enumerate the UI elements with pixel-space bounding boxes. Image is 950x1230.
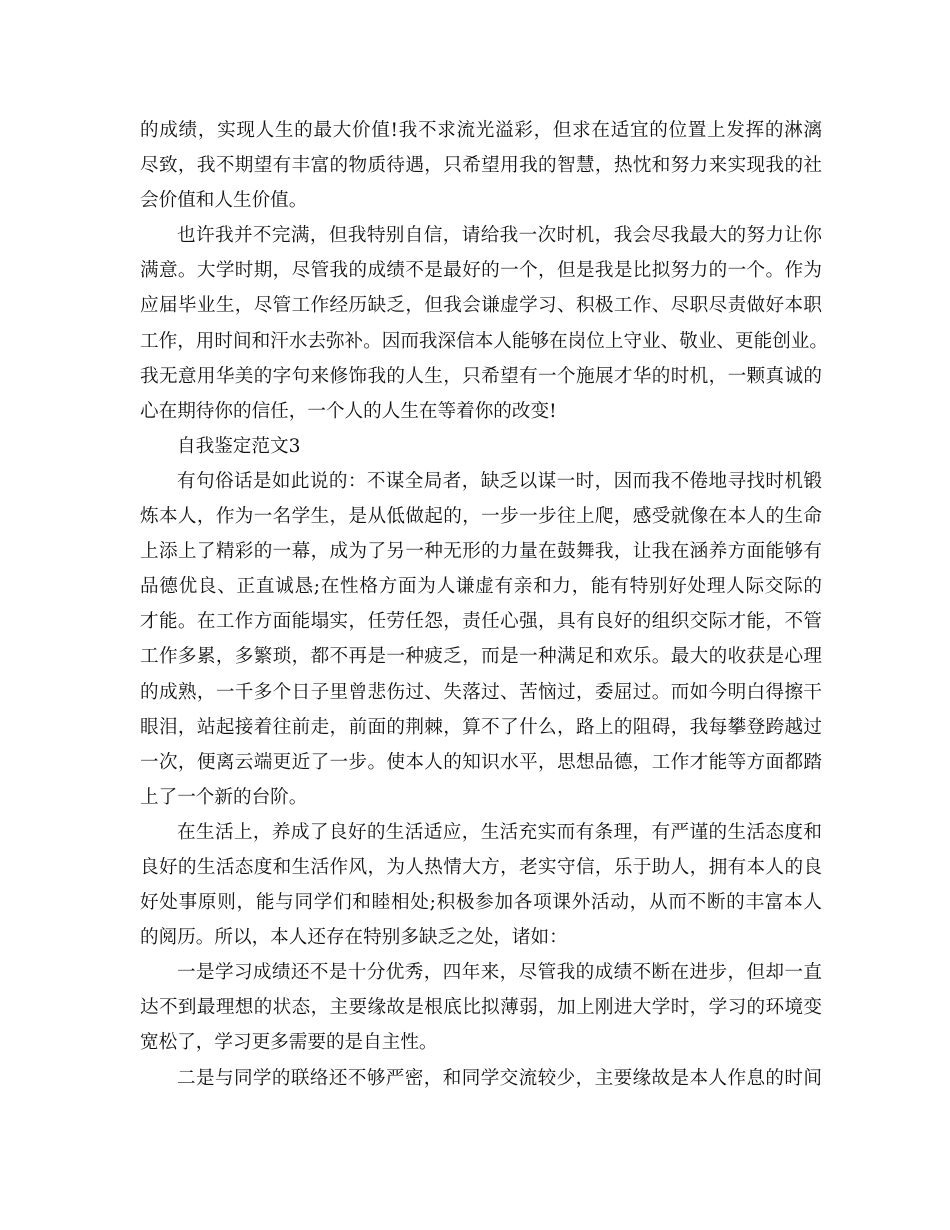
paragraph [140,218,828,429]
paragraph [140,1061,822,1096]
text-line: 满意。大学时期，尽管我的成绩不是最好的一个，但是我是比拟努力的一个。作为 [140,260,822,282]
text-line: 也许我并不完满，但我特别自信，请给我一次时机，我会尽我最大的努力让你 [177,225,822,247]
text-line: 上了一个新的台阶。 [140,786,308,808]
paragraph [140,464,822,815]
section-heading: 自我鉴定范文3 [177,435,301,457]
text-line: 尽致，我不期望有丰富的物质待遇，只希望用我的智慧，热忱和努力来实现我的社 [140,155,822,177]
text-line: 宽松了，学习更多需要的是自主性。 [140,1032,438,1054]
text-line: 心在期待你的信任，一个人的人生在等着你的改变! [140,400,557,422]
text-line: 在生活上，养成了良好的生活适应，生活充实而有条理，有严谨的生活态度和 [177,821,822,843]
document-body [140,113,828,1096]
text-line: 炼本人，作为一名学生，是从低做起的，一步一步往上爬，感受就像在本人的生命 [140,506,822,528]
paragraph [140,815,822,955]
text-line: 品德优良、正直诚恳;在性格方面为人谦虚有亲和力，能有特别好处理人际交际的 [140,576,822,598]
text-line: 有句俗话是如此说的：不谋全局者，缺乏以谋一时，因而我不倦地寻找时机锻 [177,470,822,492]
paragraph [140,113,822,218]
paragraph [140,955,822,1060]
text-line: 会价值和人生价值。 [140,190,308,212]
text-line: 达不到最理想的状态，主要缘故是根底比拟薄弱，加上刚进大学时，学习的环境变 [140,997,822,1019]
text-line: 一次，便离云端更近了一步。使本人的知识水平，思想品德，工作才能等方面都踏 [140,751,822,773]
text-line: 的成熟，一千多个日子里曾悲伤过、失落过、苦恼过，委屈过。而如今明白得擦干 [140,681,822,703]
text-line: 上添上了精彩的一幕，成为了另一种无形的力量在鼓舞我，让我在涵养方面能够有 [140,541,822,563]
text-line: 我无意用华美的字句来修饰我的人生，只希望有一个施展才华的时机，一颗真诚的 [140,365,822,387]
text-line: 二是与同学的联络还不够严密，和同学交流较少，主要缘故是本人作息的时间 [177,1067,822,1089]
text-line: 一是学习成绩还不是十分优秀，四年来，尽管我的成绩不断在进步，但却一直 [177,962,822,984]
text-line: 应届毕业生，尽管工作经历缺乏，但我会谦虚学习、积极工作、尽职尽责做好本职 [140,295,822,317]
text-line: 才能。在工作方面能塌实，任劳任怨，责任心强，具有良好的组织交际才能，不管 [140,611,822,633]
text-line: 良好的生活态度和生活作风，为人热情大方，老实守信，乐于助人，拥有本人的良 [140,856,822,878]
text-line: 工作多累，多繁琐，都不再是一种疲乏，而是一种满足和欢乐。最大的收获是心理 [140,646,822,668]
text-line: 的成绩，实现人生的最大价值!我不求流光溢彩，但求在适宜的位置上发挥的淋漓 [140,120,822,141]
text-line: 工作，用时间和汗水去弥补。因而我深信本人能够在岗位上守业、敬业、更能创业。 [140,330,828,352]
text-line: 好处事原则，能与同学们和睦相处;积极参加各项课外活动，从而不断的丰富本人 [140,892,822,914]
text-line: 的阅历。所以，本人还存在特别多缺乏之处，诸如： [140,927,568,949]
text-line: 眼泪，站起接着往前走，前面的荆棘，算不了什么，路上的阻碍，我每攀登跨越过 [140,716,822,738]
